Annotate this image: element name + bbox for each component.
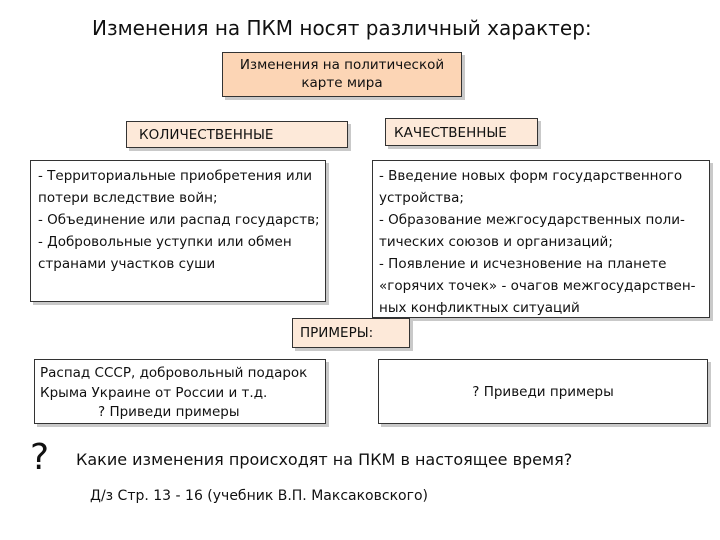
example-line: Крыма Украине от России и т.д. <box>40 384 268 401</box>
discussion-question: Какие изменения происходят на ПКМ в настоящее время? <box>76 450 573 469</box>
examples-label: ПРИМЕРЫ: <box>292 318 410 348</box>
quantitative-label: КОЛИЧЕСТВЕННЫЕ <box>126 121 348 148</box>
qualitative-item: «горячих точек» - очагов межгосударствен- <box>379 278 696 294</box>
qualitative-item: устройства; <box>379 190 464 206</box>
qualitative-item: тических союзов и организаций; <box>379 234 613 250</box>
question-mark-icon: ? <box>30 437 50 478</box>
qualitative-label: КАЧЕСТВЕННЫЕ <box>385 118 538 146</box>
qualitative-item: - Образование межгосударственных поли- <box>379 212 685 228</box>
quantitative-list-box <box>30 160 326 302</box>
quantitative-item: - Добровольные уступки или обмен <box>38 234 292 250</box>
qualitative-item: ных конфликтных ситуаций <box>379 300 580 316</box>
qualitative-list-box <box>372 160 710 318</box>
example-line: Распад СССР, добровольный подарок <box>40 365 308 381</box>
political-map-changes-line-1: Изменения на политической <box>239 57 445 73</box>
qualitative-item: - Введение новых форм государственного <box>379 168 683 184</box>
quantitative-item: - Объединение или распад государств; <box>38 212 320 228</box>
qualitative-item: - Появление и исчезновение на планете <box>379 256 667 272</box>
quantitative-item: странами участков суши <box>38 256 216 272</box>
examples-right-text: ? Приведи примеры <box>472 384 614 400</box>
example-line: ? Приведи примеры <box>98 404 240 420</box>
homework-note: Д/з Стр. 13 - 16 (учебник В.П. Максаковского) <box>90 488 428 504</box>
examples-left-box <box>34 359 326 424</box>
quantitative-item: потери вследствие войн; <box>38 190 218 206</box>
examples-right-box <box>378 359 708 424</box>
slide-title: Изменения на ПКМ носят различный характер: <box>92 16 592 40</box>
quantitative-item: - Территориальные приобретения или <box>38 168 313 184</box>
political-map-changes-line-2: карте мира <box>301 75 383 91</box>
political-map-changes-box <box>222 52 462 97</box>
